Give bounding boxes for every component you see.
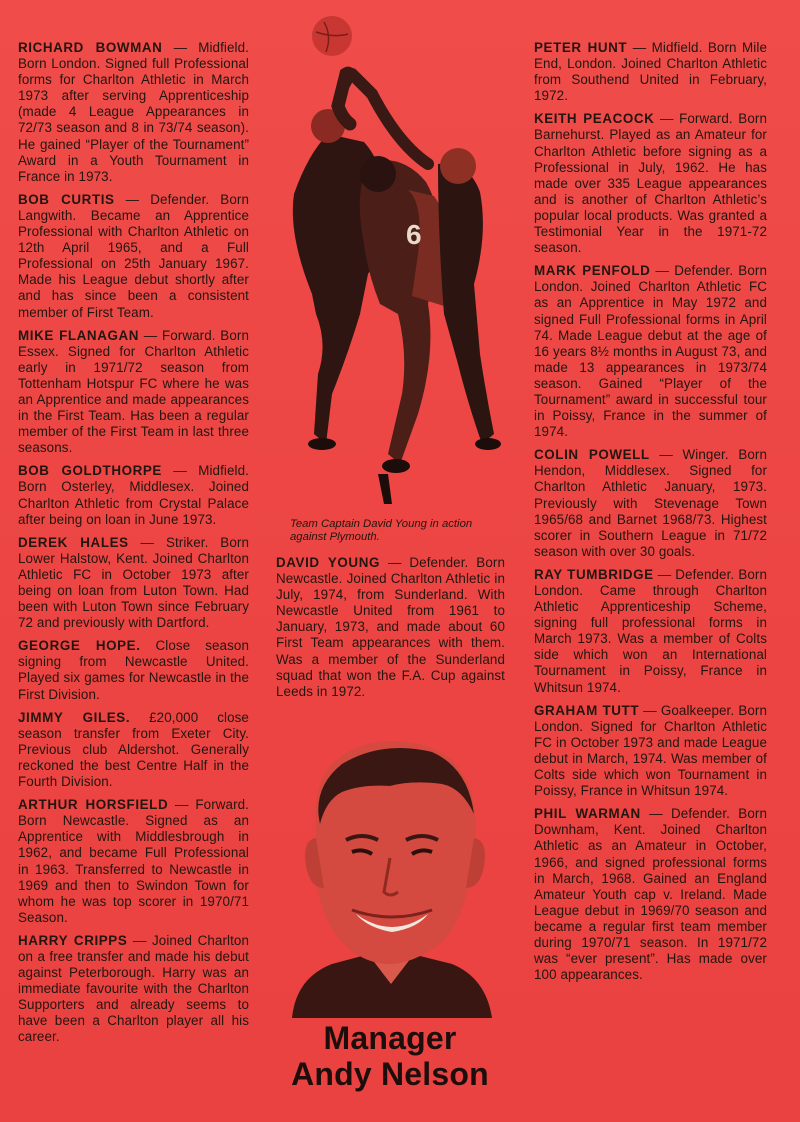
profile-richard-bowman [18, 40, 249, 185]
player-name: BOB GOLDTHORPE [18, 463, 162, 479]
profile-jimmy-giles [18, 710, 249, 790]
action-photo-figures [293, 16, 501, 504]
profile-harry-cripps [18, 933, 249, 1046]
manager-portrait [272, 728, 510, 1018]
player-name: MARK PENFOLD [534, 263, 651, 279]
profile-george-hope [18, 638, 249, 702]
photo-caption: Team Captain David Young in action against Plymouth. [290, 518, 473, 543]
player-bio: — Defender. Born London. Came through Charlton Athletic Apprenticeship Scheme, signing full professional forms in March 1973. Was a member of Colts side which won an International Tournament in Poissy, France in Whitsun 1974. [534, 566, 767, 695]
profile-bob-curtis [18, 192, 249, 321]
profile-david-young [276, 555, 505, 700]
player-name: GRAHAM TUTT [534, 702, 640, 718]
manager-heading [268, 1020, 512, 1092]
player-bio: — Defender. Born Langwith. Became an Apprentice Professional with Charlton Athletic on 12th April 1965, and a Full Professional on 25th January 1967. Made his League debut shortly after and has since been a consistent member of First Team. [18, 191, 249, 320]
shirt-number: 6 [406, 219, 422, 250]
player-bio: — Midfield. Born London. Signed full Professional forms for Charlton Athletic in March 1973 after serving Apprenticeship (made 4 League Appearances in 72/73 season and 8 in 73/74 season). He gained “Player of the Tournament” Award in a Youth Tournament in France in 1973. [18, 40, 249, 184]
manager-portrait-figure [292, 741, 492, 1018]
profile-bob-goldthorpe [18, 463, 249, 527]
player-name: DEREK HALES [18, 534, 129, 550]
manager-title-line: Manager [323, 1020, 457, 1056]
profile-derek-hales [18, 535, 249, 632]
player-name: RICHARD BOWMAN [18, 40, 163, 55]
action-photo [268, 14, 508, 514]
player-bio: — Forward. Born Barnehurst. Played as an Amateur for Charlton Athletic before signing as a Professional in July, 1962. He has made over 335 League appearances and is another of Charlton Athletic’s popular local products. Was granted a Testimonial Year in the 1971-72 season. [534, 111, 767, 256]
player-name: KEITH PEACOCK [534, 111, 655, 127]
player-bio: — Forward. Born Newcastle. Signed as an Apprentice with Middlesbrough in 1962, and became Full Professional in 1963. Transferred to Newcastle in 1969 and then to Swindon Town for whom he was top scorer in 1970/71 Season. [18, 797, 249, 925]
player-name: JIMMY GILES. [18, 709, 131, 725]
player-profiles-left [18, 40, 249, 1053]
player-bio: Close season signing from Newcastle United. Played six games for Newcastle in the First Division. [18, 638, 249, 702]
profile-mark-penfold [534, 263, 767, 440]
profile-graham-tutt [534, 703, 767, 800]
player-bio: — Forward. Born Essex. Signed for Charlton Athletic early in 1971/72 season from Tottenham Hotspur FC where he was an Apprentice and made appearances in the First Team. Has been a regular member of the First Team in last three seasons. [18, 327, 249, 456]
player-name: HARRY CRIPPS [18, 932, 128, 948]
player-bio: — Defender. Born Downham, Kent. Joined Charlton Athletic as an Amateur in October, 1966, and signed professional forms in March, 1968. Gained an England Amateur Youth cap v. Ireland. Made League debut in 1969/70 season and became a regular first team member during 1970/71 season. In 1971/72 was “ever present”. Has made over 100 appearances. [534, 806, 767, 983]
profile-peter-hunt [534, 40, 767, 104]
player-bio: — Goalkeeper. Born London. Signed for Charlton Athletic FC in October 1973 and made League debut in March, 1974. Was member of Colts side which won Tournament in Poissy, France in Whitsun 1974. [534, 702, 768, 799]
player-name: PETER HUNT [534, 40, 628, 55]
player-bio: — Winger. Born Hendon, Middlesex. Signed for Charlton Athletic January, 1973. Previously with Stevenage Town 1965/68 and Barnet 1968/73. Highest scorer in Southern League in 71/72 season with over 30 goals. [534, 447, 768, 559]
profile-colin-powell [534, 447, 767, 560]
player-bio: — Striker. Born Lower Halstow, Kent. Joined Charlton Athletic FC in October 1973 after being on loan from Luton Town. Had been with Luton Town since February 72 and previously with Dartford. [18, 534, 249, 631]
player-bio: — Midfield. Born Mile End, London. Joined Charlton Athletic from Southend United in February, 1972. [534, 40, 768, 104]
player-name: BOB CURTIS [18, 191, 115, 207]
player-bio: — Defender. Born Newcastle. Joined Charlton Athletic in July, 1974, from Sunderland. With Newcastle United from 1961 to January, 1973, and made about 60 First Team appearances with them. Was a member of the Sunderland squad that won the F.A. Cup against Leeds in 1972. [276, 555, 505, 699]
profile-ray-tumbridge [534, 567, 767, 696]
player-bio: — Midfield. Born Osterley, Middlesex. Joined Charlton Athletic from Crystal Palace after being on loan in June 1973. [18, 463, 249, 527]
player-name: PHIL WARMAN [534, 806, 641, 822]
player-bio: £20,000 close season transfer from Exeter City. Previous club Aldershot. Generally reckoned the best Centre Half in the Fourth Division. [18, 709, 249, 790]
profile-phil-warman [534, 806, 767, 983]
player-name: ARTHUR HORSFIELD [18, 797, 169, 813]
player-profiles-right [534, 40, 767, 990]
profile-keith-peacock [534, 111, 767, 256]
player-name: COLIN POWELL [534, 447, 650, 463]
player-name: MIKE FLANAGAN [18, 327, 140, 343]
profile-arthur-horsfield [18, 797, 249, 926]
player-name: RAY TUMBRIDGE [534, 566, 654, 582]
player-name: GEORGE HOPE. [18, 638, 141, 654]
profile-mike-flanagan [18, 328, 249, 457]
player-bio: — Joined Charlton on a free transfer and made his debut against Peterborough. Harry was an immediate favourite with the Charlton Supporters and already seems to have been a Charlton player all his career. [18, 932, 249, 1045]
captain-profile [276, 555, 505, 707]
player-bio: — Defender. Born London. Joined Charlton Athletic FC as an Apprentice in May 1972 and signed Full Professional forms in April 74. Made League debut at the age of 16 years 8½ months in August 73, and made 13 appearances in 1973/74 season. Gained “Player of the Tournament” award in successful tour in Poissy, France in the summer of 1974. [534, 263, 767, 440]
manager-name-line: Andy Nelson [291, 1056, 489, 1092]
player-name: DAVID YOUNG [276, 555, 380, 570]
